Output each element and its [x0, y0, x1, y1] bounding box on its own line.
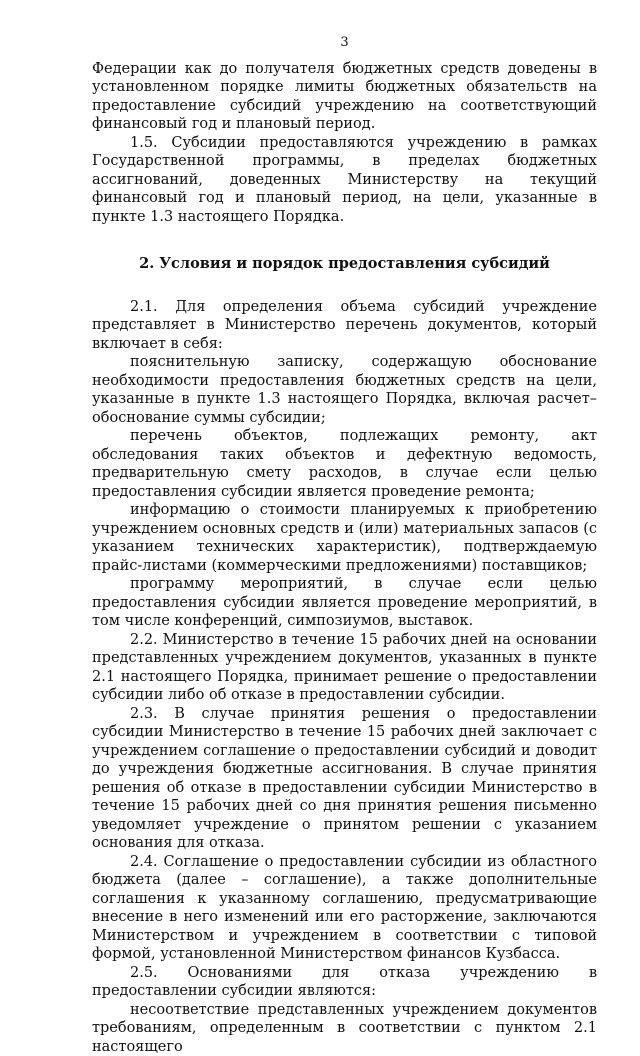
- paragraph: 2.1. Для определения объема субсидий учреждение представляет в Министерство перечень документов, который включает в себя:: [92, 298, 597, 354]
- paragraph: 2.3. В случае принятия решения о предоставлении субсидии Министерство в течение 15 рабочих дней заключает с учреждением соглашение о предоставлении субсидий и доводит до учреждения бюджетные ассигнования. В случае принятия решения об отказе в предоставлении субсидии Министерство в течение 15 рабочих дней со дня принятия решения письменно уведомляет учреждение о принятом решении с указанием основания для отказа.: [92, 705, 597, 853]
- paragraph: 2.4. Соглашение о предоставлении субсидии из областного бюджета (далее – соглашение), а также дополнительные соглашения к указанному соглашению, предусматривающие внесение в него изменений или его расторжение, заключаются Министерством и учреждением в соответствии с типовой формой, установленной Министерством финансов Кузбасса.: [92, 853, 597, 964]
- paragraph: 2.2. Министерство в течение 15 рабочих дней на основании представленных учреждением документов, указанных в пункте 2.1 настоящего Порядка, принимает решение о предоставлении субсидии либо об отказе в предоставлении субсидии.: [92, 631, 597, 705]
- page-number: 3: [92, 34, 597, 53]
- paragraph: информацию о стоимости планируемых к приобретению учреждением основных средств и (или) материальных запасов (с указанием технических характеристик), подтверждаемую прайс-листами (коммерческими предложениями) поставщиков;: [92, 501, 597, 575]
- paragraph: 1.5. Субсидии предоставляются учреждению в рамках Государственной программы, в пределах бюджетных ассигнований, доведенных Министерству на текущий финансовый год и плановый период, на цели, указанные в пункте 1.3 настоящего Порядка.: [92, 134, 597, 227]
- paragraph: 2.5. Основаниями для отказа учреждению в предоставлении субсидии являются:: [92, 964, 597, 1001]
- paragraph: программу мероприятий, в случае если целью предоставления субсидии является проведение мероприятий, в том числе конференций, симпозиумов, выставок.: [92, 575, 597, 631]
- intro-section: [92, 60, 597, 227]
- section-heading: 2. Условия и порядок предоставления субсидий: [92, 255, 597, 274]
- paragraph: Федерации как до получателя бюджетных средств доведены в установленном порядке лимиты бюджетных обязательств на предоставление субсидий учреждению на соответствующий финансовый год и плановый период.: [92, 60, 597, 134]
- paragraph: пояснительную записку, содержащую обоснование необходимости предоставления бюджетных средств на цели, указанные в пункте 1.3 настоящего Порядка, включая расчет–обоснование суммы субсидии;: [92, 353, 597, 427]
- paragraph: несоответствие представленных учреждением документов требованиям, определенным в соответствии с пунктом 2.1 настоящего: [92, 1001, 597, 1056]
- document-page: [92, 34, 597, 1056]
- paragraph: перечень объектов, подлежащих ремонту, акт обследования таких объектов и дефектную ведомость, предварительную смету расходов, в случае если целью предоставления субсидии является проведение ремонта;: [92, 427, 597, 501]
- section-body: [92, 298, 597, 1056]
